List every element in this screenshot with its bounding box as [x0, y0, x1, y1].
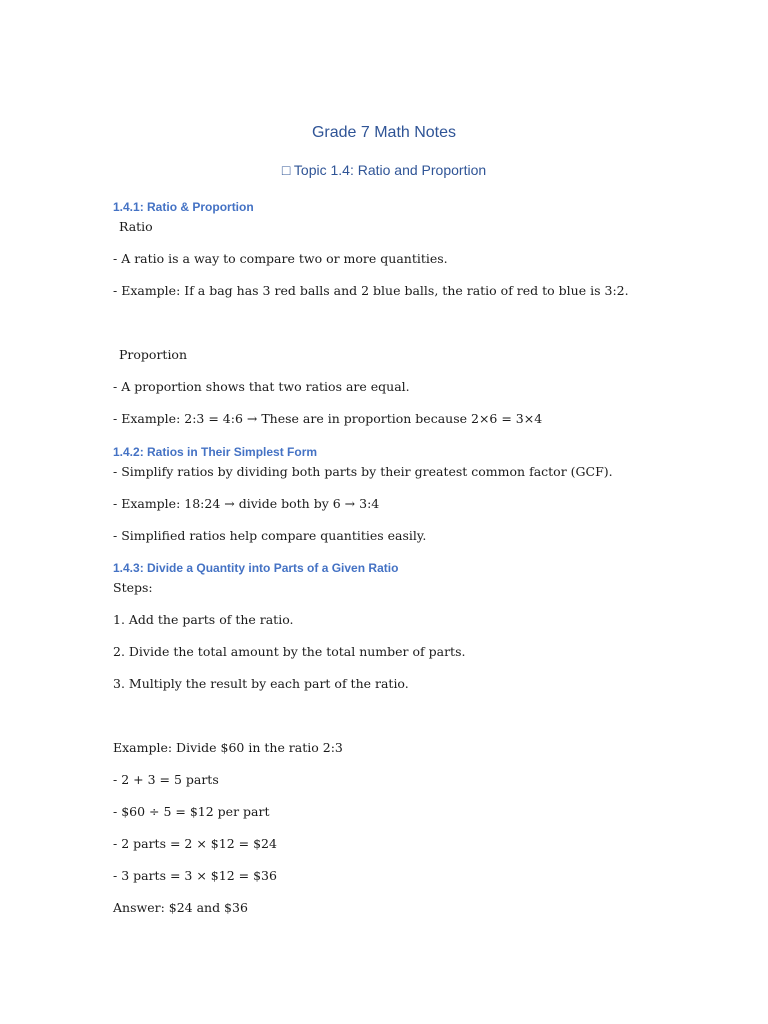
text-line: - A proportion shows that two ratios are equal. [113, 379, 410, 394]
page-title: Grade 7 Math Notes [311, 124, 457, 141]
section-heading-ratio-proportion: 1.4.1: Ratio & Proportion [113, 200, 254, 214]
text-line: - Simplified ratios help compare quantities easily. [113, 528, 427, 543]
text-line: 2. Divide the total amount by the total number of parts. [113, 644, 466, 659]
text-line: - Example: 2:3 = 4:6 → These are in proportion because 2×6 = 3×4 [113, 411, 543, 426]
section-heading-divide-quantity: 1.4.3: Divide a Quantity into Parts of a Given Ratio [113, 561, 399, 575]
text-line: 3. Multiply the result by each part of the ratio. [113, 676, 409, 691]
text-line: - $60 ÷ 5 = $12 per part [113, 804, 270, 819]
text-line: Steps: [113, 580, 153, 595]
text-line: Answer: $24 and $36 [113, 900, 248, 915]
text-line: - 3 parts = 3 × $12 = $36 [113, 868, 277, 883]
topic-title: □ Topic 1.4: Ratio and Proportion [281, 162, 487, 178]
text-line: - 2 parts = 2 × $12 = $24 [113, 836, 277, 851]
text-line: Example: Divide $60 in the ratio 2:3 [113, 740, 343, 755]
text-line: - Example: 18:24 → divide both by 6 → 3:4 [113, 496, 380, 511]
subheading-proportion: Proportion [119, 347, 188, 362]
text-line: - A ratio is a way to compare two or more quantities. [113, 251, 448, 266]
text-line: - 2 + 3 = 5 parts [113, 772, 219, 787]
section-heading-simplest-form: 1.4.2: Ratios in Their Simplest Form [113, 445, 318, 459]
text-line: 1. Add the parts of the ratio. [113, 612, 294, 627]
subheading-ratio: Ratio [119, 219, 153, 234]
text-line: - Simplify ratios by dividing both parts by their greatest common factor (GCF). [113, 464, 613, 479]
text-line: - Example: If a bag has 3 red balls and 2 blue balls, the ratio of red to blue is 3:2. [113, 283, 629, 298]
